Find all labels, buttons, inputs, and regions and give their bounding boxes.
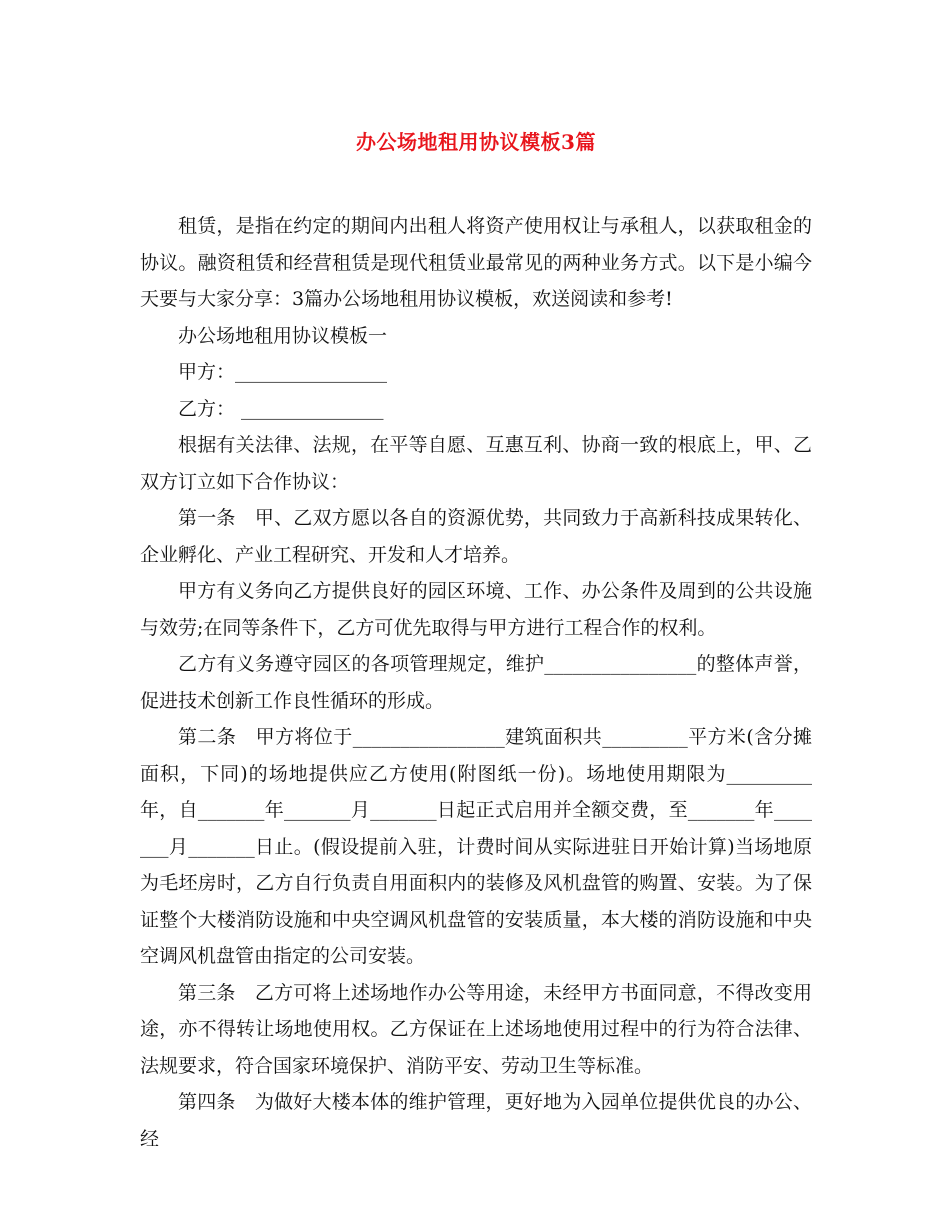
section-heading: 办公场地租用协议模板一	[178, 324, 388, 347]
article-4-paragraph: 第四条 为做好大楼本体的维护管理，更好地为入园单位提供优良的办公、经	[140, 1091, 812, 1150]
document-title: 办公场地租用协议模板3篇	[356, 130, 596, 154]
party-a-duty-paragraph: 甲方有义务向乙方提供良好的园区环境、工作、办公条件及周到的公共设施与效劳;在同等条件下，乙方可优先取得与甲方进行工程合作的权利。	[140, 580, 812, 639]
article-3-paragraph: 第三条 乙方可将上述场地作办公等用途，未经甲方书面同意，不得改变用途，亦不得转让场地使用权。乙方保证在上述场地使用过程中的行为符合法律、法规要求，符合国家环境保护、消防平安、劳动卫生等标准。	[140, 981, 812, 1077]
article-2-paragraph: 第二条 甲方将位于________________建筑面积共_________平方米(含分摊面积，下同)的场地提供应乙方使用(附图纸一份)。场地使用期限为_________年，自_______年_______月_______日起正式启用并全额交费，至_______年_______月_______日止。(假设提前入驻，计费时间从实际进驻日开始计算)当场地原为毛坯房时，乙方自行负责自用面积内的装修及风机盘管的购置、安装。为了保证整个大楼消防设施和中央空调风机盘管的安装质量，本大楼的消防设施和中央空调风机盘管由指定的公司安装。	[140, 726, 812, 967]
document-body	[140, 208, 812, 1157]
party-b-duty-paragraph: 乙方有义务遵守园区的各项管理规定，维护________________的整体声誉，促进技术创新工作良性循环的形成。	[140, 653, 812, 712]
party-a-line: 甲方：________________	[178, 361, 388, 383]
article-1-paragraph: 第一条 甲、乙双方愿以各自的资源优势，共同致力于高新科技成果转化、企业孵化、产业工程研究、开发和人才培养。	[140, 507, 812, 566]
preamble-paragraph: 根据有关法律、法规，在平等自愿、互惠互利、协商一致的根底上，甲、乙双方订立如下合作协议：	[140, 434, 812, 493]
intro-paragraph: 租赁，是指在约定的期间内出租人将资产使用权让与承租人，以获取租金的协议。融资租赁和经营租赁是现代租赁业最常见的两种业务方式。以下是小编今天要与大家分享：3篇办公场地租用协议模板，欢送阅读和参考!	[140, 215, 812, 310]
party-b-line: 乙方： _______________	[178, 397, 384, 420]
